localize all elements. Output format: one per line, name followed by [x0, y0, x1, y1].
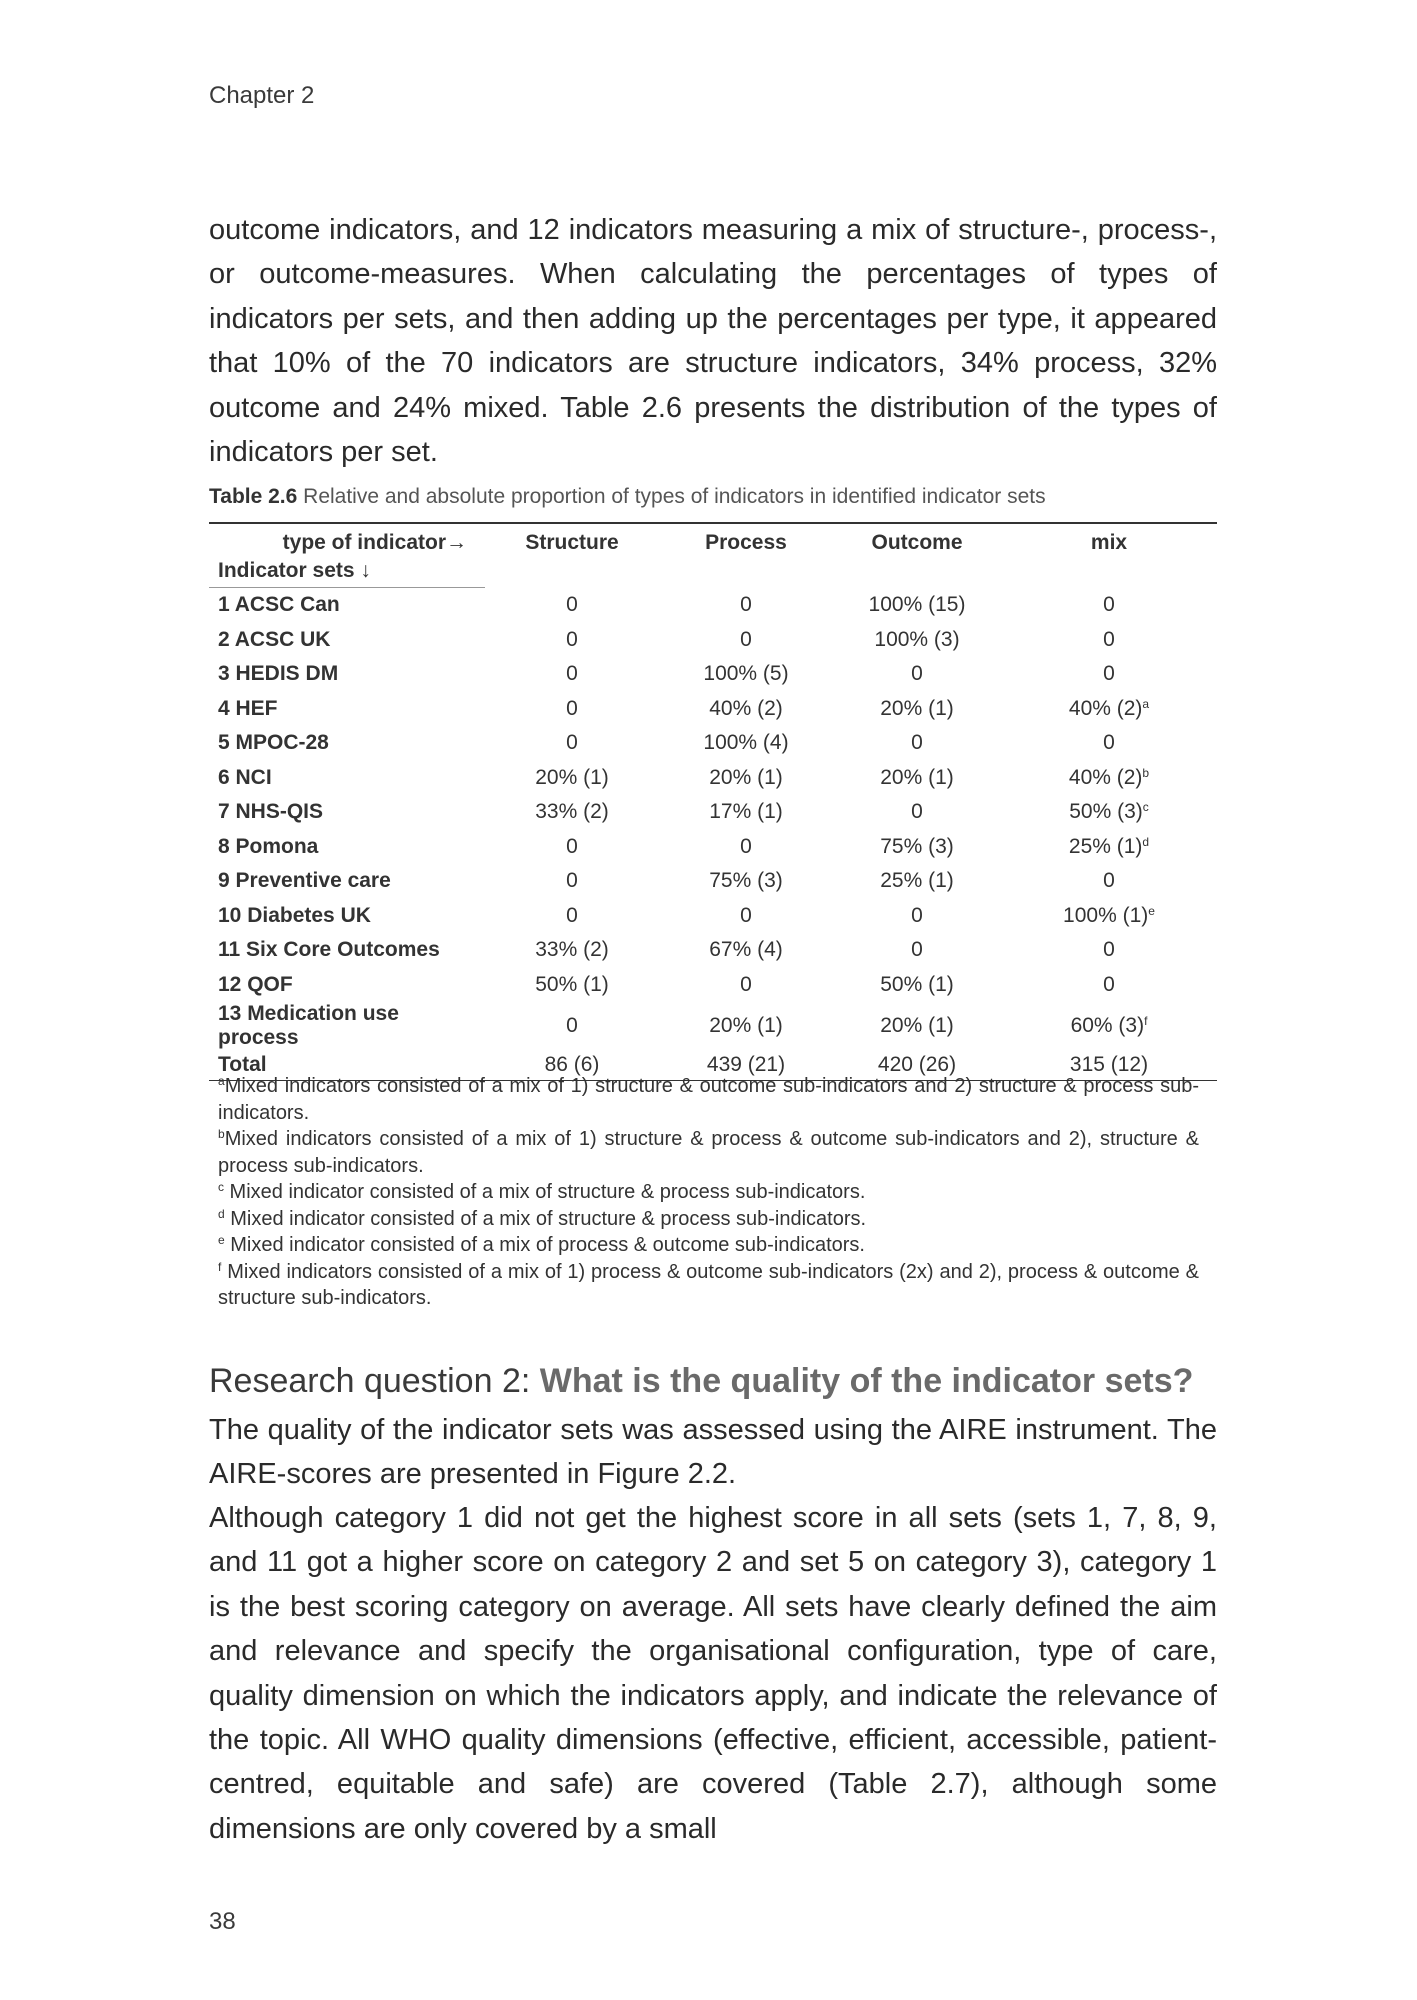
cell-process: 0 — [740, 593, 752, 616]
cell-process: 439 (21) — [659, 1050, 833, 1081]
footnote-mark: f — [218, 1259, 222, 1274]
cell-outcome: 0 — [911, 903, 923, 927]
cell-structure: 0 — [566, 731, 578, 755]
table-caption — [209, 485, 1046, 509]
cell-process: 40% (2) — [709, 696, 783, 720]
table-row — [209, 726, 1217, 761]
footnote — [209, 1179, 1199, 1206]
cell-structure: 0 — [566, 593, 578, 616]
row-label: 3 HEDIS DM — [218, 662, 339, 686]
indicator-table — [209, 522, 1217, 1081]
cell-process: 0 — [740, 972, 752, 996]
footnote-mark: b — [218, 1127, 225, 1141]
cell-structure: 33% (2) — [535, 800, 609, 824]
cell-outcome: 0 — [911, 800, 923, 824]
row-label: 1 ACSC Can — [218, 593, 340, 617]
arrow-right-icon: → — [446, 531, 467, 554]
footnote-text: Mixed indicators consisted of a mix of 1) structure & process & outcome sub-indicators and 2), structure & process sub-indicators. — [218, 1128, 1199, 1177]
cell-mix: 100% $(1)^e$ — [1063, 903, 1155, 927]
row-label: Total — [209, 1050, 485, 1081]
row-label: 9 Preventive care — [218, 869, 391, 893]
cell-structure: 0 — [566, 869, 578, 893]
cell-mix: 315 (12) — [1001, 1050, 1217, 1081]
footnote-text: Mixed indicator consisted of a mix of structure & process sub-indicators. — [224, 1181, 866, 1203]
table-footnotes — [209, 1073, 1199, 1312]
cell-process: 0 — [740, 834, 752, 858]
cell-process: 17% (1) — [709, 800, 783, 824]
table-row — [209, 933, 1217, 968]
table-caption-text: Relative and absolute proportion of types of indicators in identified indicator sets — [297, 485, 1046, 508]
cell-structure: 0 — [566, 834, 578, 858]
row-label: 7 NHS-QIS — [218, 800, 324, 824]
header-corner-type: type of indicator→ — [282, 531, 467, 554]
header-outcome: Outcome — [871, 531, 963, 554]
table-row — [209, 657, 1217, 692]
cell-structure: 0 — [566, 627, 578, 651]
row-label: 8 Pomona — [218, 834, 319, 858]
footnote-text: Mixed indicators consisted of a mix of 1) process & outcome sub-indicators (2x) and 2), process & outcome & structure sub-indicators. — [218, 1260, 1199, 1309]
cell-mix: 0 — [1103, 593, 1115, 616]
row-label: 6 NCI — [218, 765, 272, 789]
cell-mix: 0 — [1103, 869, 1115, 893]
row-label: 10 Diabetes UK — [218, 903, 371, 927]
cell-outcome: 0 — [911, 731, 923, 755]
quality-paragraph-1: The quality of the indicator sets was assessed using the AIRE instrument. The AIRE-scores are presented in Figure 2.2. — [209, 1414, 1217, 1491]
footnote — [209, 1126, 1199, 1179]
cell-process: 0 — [740, 903, 752, 927]
table-row — [209, 1002, 1217, 1050]
footnote-marker: a — [1142, 696, 1150, 711]
cell-mix: 0 — [1103, 938, 1115, 962]
running-head: Chapter 2 — [209, 82, 315, 109]
cell-outcome: 0 — [911, 938, 923, 962]
footnote-marker: d — [1142, 834, 1150, 849]
footnote-mark: a — [218, 1074, 225, 1088]
cell-outcome: 100% (3) — [874, 627, 960, 651]
footnote-marker: f — [1144, 1014, 1148, 1028]
footnote-mark: c — [218, 1180, 224, 1194]
cell-outcome: 20% (1) — [880, 696, 954, 720]
cell-mix: 40% $(2)^a$ — [1068, 696, 1150, 720]
cell-mix: 40% $(2)^b$ — [1068, 765, 1150, 789]
cell-mix: 0 — [1103, 972, 1115, 996]
footnote — [209, 1232, 1199, 1259]
table-row — [209, 761, 1217, 796]
section-heading — [209, 1362, 1193, 1401]
header-process: Process — [705, 531, 787, 554]
footnote-text: Mixed indicator consisted of a mix of structure & process sub-indicators. — [224, 1207, 867, 1230]
arrow-down-icon: ↓ — [360, 559, 371, 582]
footnote-mark: d — [218, 1206, 225, 1221]
table-row — [209, 692, 1217, 727]
header-indicator-sets: Indicator sets ↓ — [209, 559, 485, 588]
table-row — [209, 588, 1217, 623]
cell-process: 100% (4) — [703, 731, 789, 755]
cell-process: 20% (1) — [709, 1014, 783, 1037]
footnote-text: Mixed indicator consisted of a mix of process & outcome sub-indicators. — [224, 1234, 865, 1256]
section-heading-text: What is the quality of the indicator sets? — [539, 1362, 1194, 1400]
cell-structure: 33% (2) — [535, 938, 609, 962]
row-label: 2 ACSC UK — [218, 627, 331, 651]
footnote-text: Mixed indicators consisted of a mix of 1) structure & outcome sub-indicators and 2) structure & process sub-indicators. — [218, 1075, 1199, 1124]
page-number: 38 — [209, 1908, 236, 1935]
cell-outcome: 25% (1) — [880, 869, 954, 893]
cell-mix: 50% $(3)^c$ — [1069, 800, 1149, 824]
footnote-marker: b — [1142, 765, 1150, 780]
footnote-marker: c — [1142, 800, 1149, 815]
table-row — [209, 968, 1217, 1003]
table-row — [209, 623, 1217, 658]
cell-mix: 0 — [1103, 662, 1115, 686]
cell-outcome: 50% (1) — [880, 972, 954, 996]
cell-outcome: 75% (3) — [880, 834, 954, 858]
cell-process: 75% (3) — [709, 869, 783, 893]
cell-mix: 25% $(1)^d$ — [1068, 834, 1150, 858]
cell-process: 20% (1) — [709, 765, 783, 789]
row-label: 11 Six Core Outcomes — [218, 938, 440, 962]
cell-mix: 0 — [1103, 731, 1115, 755]
footnote — [209, 1206, 1199, 1233]
cell-structure: 0 — [566, 696, 578, 720]
cell-structure: 0 — [566, 662, 578, 686]
row-label: 13 Medication use process — [218, 1002, 399, 1049]
table-row — [209, 795, 1217, 830]
cell-structure: 0 — [566, 903, 578, 927]
table-row — [209, 830, 1217, 865]
intro-paragraph: outcome indicators, and 12 indicators measuring a mix of structure-, process-, or outcome-measures. When calculating the percentages of types of indicators per sets, and then adding up the percentages per type, it appeared that 10% of the 70 indicators are structure indicators, 34% process, 32% outcome and 24% mixed. Table 2.6 presents the distribution of the types of indicators per set. — [209, 214, 1217, 469]
cell-outcome: 420 (26) — [833, 1050, 1001, 1081]
row-label: 12 QOF — [218, 972, 293, 996]
cell-structure: 0 — [566, 1014, 578, 1037]
row-label: 4 HEF — [218, 696, 278, 720]
row-label: 5 MPOC-28 — [218, 731, 329, 755]
section-heading-label: Research question 2: — [209, 1362, 540, 1400]
cell-mix: 60% $(3)^f$ — [1070, 1014, 1148, 1037]
cell-outcome: 20% (1) — [880, 765, 954, 789]
header-mix: mix — [1090, 531, 1128, 554]
table-row — [209, 864, 1217, 899]
cell-process: 0 — [740, 627, 752, 651]
cell-outcome: 0 — [911, 662, 923, 686]
cell-mix: 0 — [1103, 627, 1115, 651]
footnote-marker: e — [1148, 903, 1155, 918]
footnote-mark: e — [218, 1233, 225, 1247]
table-caption-label: Table 2.6 — [209, 485, 298, 508]
quality-paragraph-2: Although category 1 did not get the highest score in all sets (sets 1, 7, 8, 9, and 11 got a higher score on category 2 and set 5 on category 3), category 1 is the best scoring category on average. All sets have clearly defined the aim and relevance and specify the organisational configuration, type of care, quality dimension on which the indicators apply, and indicate the relevance of the topic. All WHO quality dimensions (effective, efficient, accessible, patient-centred, equitable and safe) are covered (Table 2.7), although some dimensions are only covered by a small — [209, 1502, 1217, 1845]
cell-process: 100% (5) — [703, 662, 789, 686]
cell-outcome: 20% (1) — [880, 1014, 954, 1037]
cell-structure: 20% (1) — [535, 765, 609, 789]
cell-process: 67% (4) — [709, 938, 783, 962]
cell-structure: 86 (6) — [485, 1050, 659, 1081]
cell-outcome: 100% (15) — [868, 593, 966, 616]
header-structure: Structure — [525, 531, 619, 554]
footnote — [209, 1259, 1199, 1312]
cell-structure: 50% (1) — [535, 972, 609, 996]
footnote — [209, 1073, 1199, 1126]
table-row — [209, 899, 1217, 934]
